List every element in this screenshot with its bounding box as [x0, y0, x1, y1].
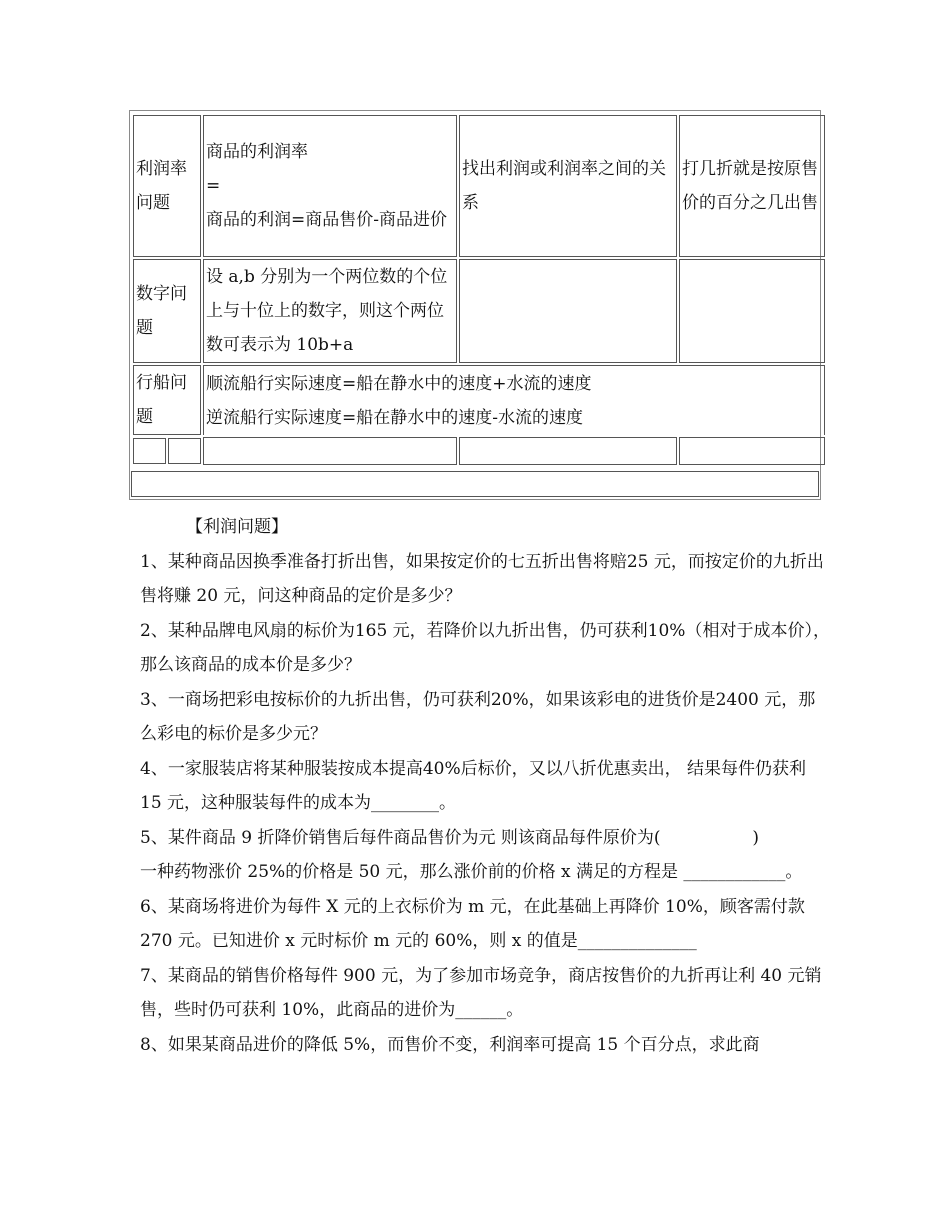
row-heading: 数字问题 — [133, 259, 201, 363]
formula-cell — [203, 365, 825, 435]
table-row — [133, 437, 825, 465]
table-row — [133, 115, 825, 257]
formula-line: 顺流船行实际速度=船在静水中的速度+水流的速度 — [206, 373, 592, 394]
table-spacer-row — [131, 471, 819, 497]
problem-item: 8、如果某商品进价的降低 5%，而售价不变，利润率可提高 15 个百分点，求此商 — [140, 1034, 760, 1055]
tip-cell — [459, 259, 677, 363]
formula-line: = — [206, 176, 221, 196]
empty-cell — [679, 437, 825, 465]
problem-item: 一种药物涨价 25%的价格是 50 元，那么涨价前的价格 x 满足的方程是 ____________。 — [140, 862, 803, 882]
problem-item: 3、一商场把彩电按标价的九折出售，仍可获利20%，如果该彩电的进货价是2400 元，那么彩电的标价是多少元？ — [140, 689, 816, 744]
problem-item: 4、一家服装店将某种服装按成本提高40%后标价，又以八折优惠卖出， 结果每件仍获利 15 元，这种服装每件的成本为________。 — [140, 758, 807, 813]
empty-cell — [203, 437, 457, 465]
problem-item: 2、某种品牌电风扇的标价为165 元，若降价以九折出售，仍可获利10%（相对于成本价），那么该商品的成本价是多少？ — [140, 620, 830, 675]
formula-line: 商品的利润=商品售价-商品进价 — [206, 210, 447, 230]
row-heading: 行船问题 — [133, 365, 201, 435]
problem-item: 1、某种商品因换季准备打折出售，如果按定价的七五折出售将赔25 元，而按定价的九折出售将赚 20 元，问这种商品的定价是多少？ — [140, 551, 824, 606]
empty-cell — [459, 437, 677, 465]
formula-line: 逆流船行实际速度=船在静水中的速度-水流的速度 — [206, 407, 583, 428]
table-row — [133, 259, 825, 363]
formula-cell: 设 a,b 分别为一个两位数的个位上与十位上的数字，则这个两位数可表示为 10b+a — [203, 259, 457, 363]
note-cell — [679, 259, 825, 363]
section-title: 【利润问题】 — [186, 517, 288, 537]
formula-cell — [203, 115, 457, 257]
problem-section — [140, 510, 830, 1062]
formula-table — [131, 113, 827, 467]
table-row — [133, 365, 825, 435]
tip-cell: 找出利润或利润率之间的关系 — [459, 115, 677, 257]
note-cell: 打几折就是按原售价的百分之几出售 — [679, 115, 825, 257]
problem-item: 6、某商场将进价为每件 X 元的上衣标价为 m 元，在此基础上再降价 10%，顾客需付款 270 元。已知进价 x 元时标价 m 元的 60%，则 x 的值是______________ — [140, 896, 805, 951]
empty-cell — [133, 437, 201, 465]
problem-item: 7、某商品的销售价格每件 900 元，为了参加市场竞争，商店按售价的九折再让利 40 元销售，些时仍可获利 10%，此商品的进价为______。 — [140, 965, 822, 1020]
formula-line: 商品的利润率 — [206, 142, 308, 162]
row-heading: 利润率问题 — [133, 115, 201, 257]
problem-item: 5、某件商品 9 折降价销售后每件商品售价为元 则该商品每件原价为( ) — [140, 827, 759, 848]
